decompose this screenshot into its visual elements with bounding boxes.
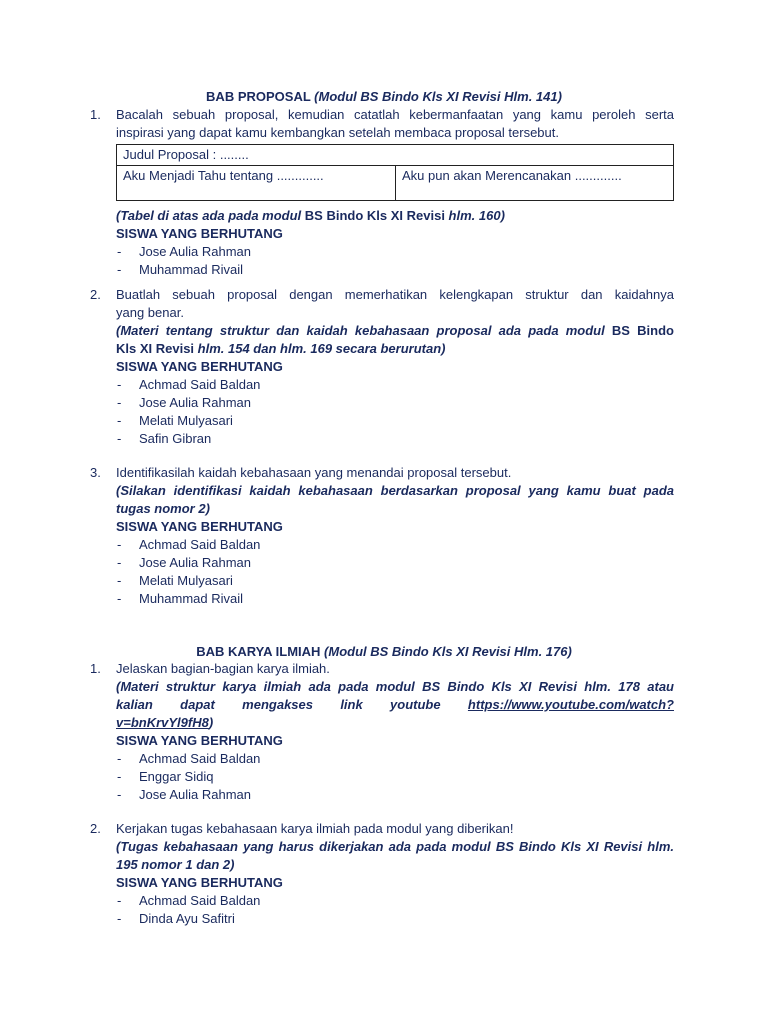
section-title: BAB KARYA ILMIAH bbox=[196, 644, 321, 659]
debtor-heading: SISWA YANG BERHUTANG bbox=[116, 359, 283, 374]
task-text-line: Jelaskan bagian-bagian karya ilmiah. bbox=[116, 661, 330, 676]
task-text-line: yang benar. bbox=[116, 305, 184, 320]
task-text-line: Bacalah sebuah proposal, kemudian catatlah kebermanfaatan yang kamu peroleh serta bbox=[116, 107, 674, 122]
student-list bbox=[116, 243, 674, 279]
proposal-task-3 bbox=[90, 464, 674, 608]
task-number: 1. bbox=[90, 107, 101, 122]
student-list bbox=[116, 892, 674, 928]
task-number: 3. bbox=[90, 465, 101, 480]
task-note bbox=[116, 340, 674, 358]
task-note bbox=[116, 322, 674, 340]
task-number: 2. bbox=[90, 821, 101, 836]
proposal-task-2 bbox=[90, 286, 674, 448]
task-note: (Tugas kebahasaan yang harus dikerjakan ada pada modul BS Bindo Kls XI Revisi hlm. bbox=[116, 839, 674, 854]
task-note: (Silakan identifikasi kaidah kebahasaan berdasarkan proposal yang kamu buat pada bbox=[116, 483, 674, 498]
debtor-heading: SISWA YANG BERHUTANG bbox=[116, 226, 283, 241]
task-number: 2. bbox=[90, 287, 101, 302]
student-list bbox=[116, 376, 674, 448]
note-book-name: BS Bindo bbox=[611, 323, 674, 338]
note-text: hlm. 160) bbox=[444, 208, 505, 223]
task-text-line: Buatlah sebuah proposal dengan memerhatikan kelengkapan struktur dan kaidahnya bbox=[116, 287, 674, 302]
section-title-note: (Modul BS Bindo Kls XI Revisi Hlm. 141) bbox=[314, 89, 562, 104]
student-name: - Achmad Said Baldan bbox=[116, 536, 674, 554]
note-book-name: BS Bindo Kls XI Revisi bbox=[304, 208, 445, 223]
student-name: - Muhammad Rivail bbox=[116, 261, 674, 279]
task-text-line: inspirasi yang dapat kamu kembangkan setelah membaca proposal tersebut. bbox=[116, 125, 559, 140]
task-note: tugas nomor 2) bbox=[116, 501, 210, 516]
student-list bbox=[116, 750, 674, 804]
note-book-name: Kls XI Revisi bbox=[116, 341, 195, 356]
task-note bbox=[116, 714, 674, 732]
student-name: - Jose Aulia Rahman bbox=[116, 394, 674, 412]
table-cell-right: Aku pun akan Merencanakan ............. bbox=[396, 166, 674, 201]
note-text: (Materi tentang struktur dan kaidah kebahasaan proposal ada pada modul bbox=[116, 323, 612, 338]
note-text: kalian dapat mengakses link youtube bbox=[116, 697, 468, 712]
youtube-link[interactable]: https://www.youtube.com/watch? bbox=[467, 697, 674, 712]
student-list bbox=[116, 536, 674, 608]
note-text: hlm. 154 dan hlm. 169 secara berurutan) bbox=[194, 341, 446, 356]
note-text: (Tabel di atas ada pada modul bbox=[116, 208, 305, 223]
debtor-heading: SISWA YANG BERHUTANG bbox=[116, 875, 283, 890]
student-name: - Jose Aulia Rahman bbox=[116, 554, 674, 572]
task-note: (Materi struktur karya ilmiah ada pada modul BS Bindo Kls XI Revisi hlm. 178 atau bbox=[116, 679, 674, 694]
karya-ilmiah-task-1 bbox=[90, 660, 674, 804]
student-name: - Achmad Said Baldan bbox=[116, 750, 674, 768]
proposal-task-1 bbox=[90, 106, 674, 279]
debtor-heading: SISWA YANG BERHUTANG bbox=[116, 733, 283, 748]
table-cell-left: Aku Menjadi Tahu tentang ............. bbox=[117, 166, 396, 201]
student-name: - Achmad Said Baldan bbox=[116, 376, 674, 394]
student-name: - Muhammad Rivail bbox=[116, 590, 674, 608]
student-name: - Safin Gibran bbox=[116, 430, 674, 448]
note-text: ) bbox=[208, 715, 214, 730]
student-name: - Jose Aulia Rahman bbox=[116, 786, 674, 804]
proposal-form-table bbox=[116, 144, 674, 201]
section-title: BAB PROPOSAL bbox=[206, 89, 311, 104]
table-cell-title: Judul Proposal : ........ bbox=[117, 145, 674, 166]
task-text-line: Kerjakan tugas kebahasaan karya ilmiah pada modul yang diberikan! bbox=[116, 821, 514, 836]
debtor-heading: SISWA YANG BERHUTANG bbox=[116, 519, 283, 534]
karya-ilmiah-task-2 bbox=[90, 820, 674, 928]
student-name: - Melati Mulyasari bbox=[116, 412, 674, 430]
student-name: - Achmad Said Baldan bbox=[116, 892, 674, 910]
task-note bbox=[116, 696, 674, 714]
section-heading-karya-ilmiah bbox=[0, 643, 768, 661]
student-name: - Melati Mulyasari bbox=[116, 572, 674, 590]
student-name: - Enggar Sidiq bbox=[116, 768, 674, 786]
task-number: 1. bbox=[90, 661, 101, 676]
task-note: 195 nomor 1 dan 2) bbox=[116, 857, 235, 872]
youtube-link[interactable]: v=bnKrvYl9fH8 bbox=[116, 715, 209, 730]
task-note bbox=[116, 207, 674, 225]
student-name: - Jose Aulia Rahman bbox=[116, 243, 674, 261]
section-heading-proposal bbox=[0, 88, 768, 106]
task-text-line: Identifikasilah kaidah kebahasaan yang menandai proposal tersebut. bbox=[116, 465, 512, 480]
section-title-note: (Modul BS Bindo Kls XI Revisi Hlm. 176) bbox=[324, 644, 572, 659]
student-name: - Dinda Ayu Safitri bbox=[116, 910, 674, 928]
